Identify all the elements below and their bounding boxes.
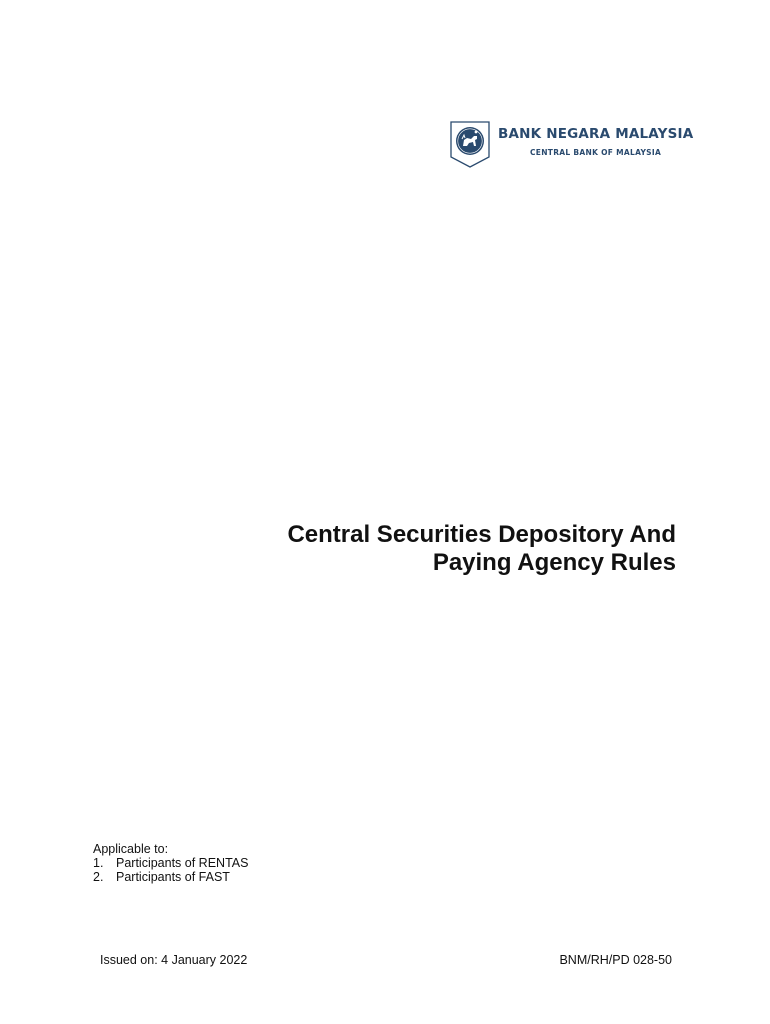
bank-logo — [450, 121, 694, 169]
list-item-number: 2. — [93, 870, 104, 884]
document-title-line-1: Central Securities Depository And — [287, 521, 676, 548]
bank-tagline: CENTRAL BANK OF MALAYSIA — [530, 148, 662, 157]
applicable-heading: Applicable to: — [93, 842, 169, 856]
tiger-shield-icon — [450, 121, 490, 168]
list-item — [93, 856, 248, 870]
document-reference: BNM/RH/PD 028-50 — [559, 953, 672, 967]
list-item-text: Participants of FAST — [116, 870, 230, 884]
document-title — [196, 521, 676, 577]
bank-name: BANK NEGARA MALAYSIA — [498, 126, 694, 142]
list-item-number: 1. — [93, 856, 104, 870]
list-item — [93, 870, 248, 884]
list-item-text: Participants of RENTAS — [116, 856, 249, 870]
document-title-line-2: Paying Agency Rules — [432, 549, 676, 576]
issued-date: Issued on: 4 January 2022 — [100, 953, 248, 967]
applicable-section — [93, 842, 248, 884]
applicable-list — [93, 856, 248, 884]
